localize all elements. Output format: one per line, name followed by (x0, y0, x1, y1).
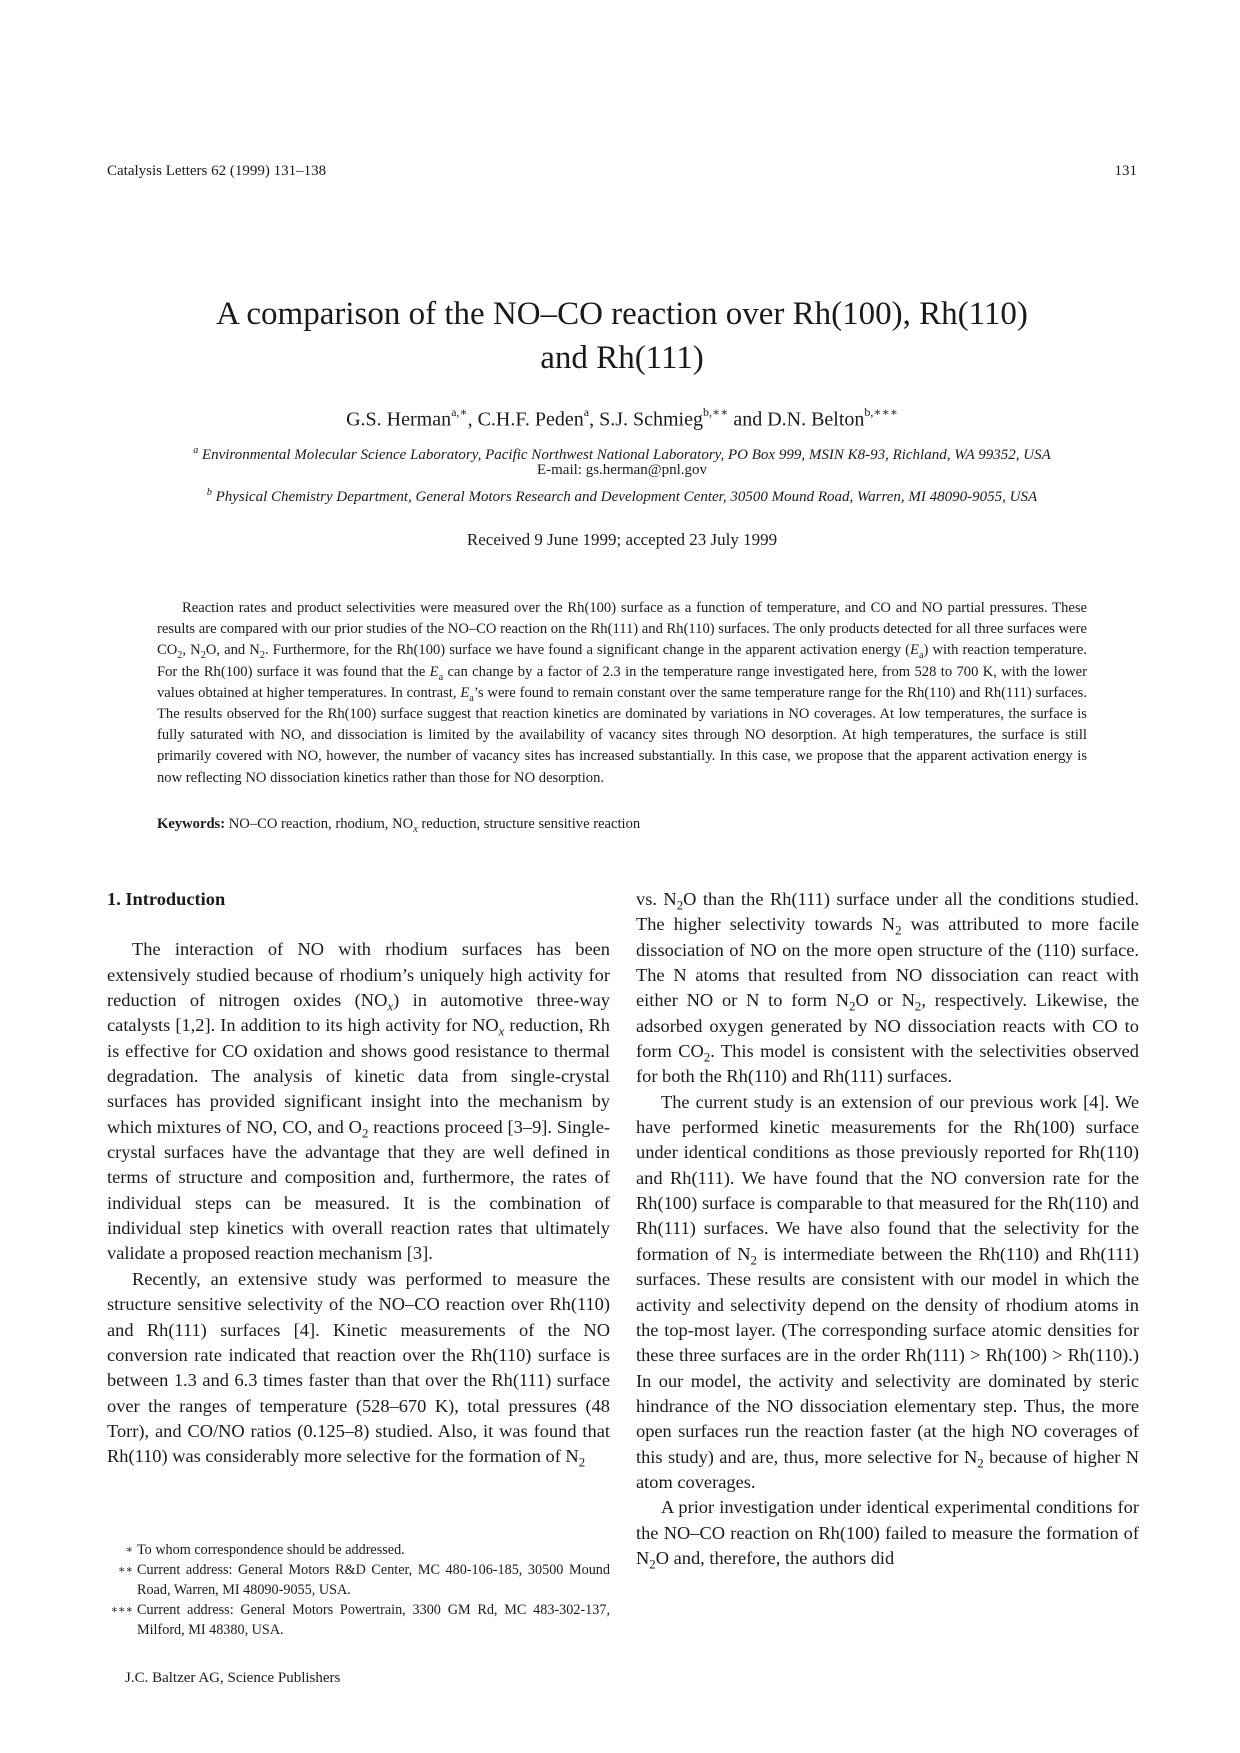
author-separator: , (589, 408, 600, 431)
paragraph: The current study is an extension of our previous work [4]. We have performed kinetic measurements for the Rh(100) surface under identical conditions as those previously reported for Rh(110) and Rh(111). We have found that the NO conversion rate for the Rh(100) surface is comparable to that measured for the Rh(110) and Rh(111) surfaces. We have also found that the selectivity for the formation of $N_2$ is intermediate between the Rh(110) and Rh(111) surfaces. These results are consistent with our model in which the activity and selectivity depend on the density of rhodium atoms in the top-most layer. (The corresponding surface atomic densities for these three surfaces are in the order Rh(111) > Rh(100) > Rh(110).) In our model, the activity and selectivity are dominated by steric hindrance of the NO dissociation elementary step. Thus, the more open surfaces run the reaction faster (at the high NO coverages of this study) and are, thus, more selective for $N_2$ because of higher N atom coverages. (636, 1091, 1140, 1492)
author-name: G.S. Herman (346, 408, 452, 431)
footnote: ∗∗ Current address: General Motors R&D Center, MC 480-106-185, 30500 Mound Road, Warren, MI 48090-9055, USA. (118, 1562, 610, 1598)
author-affil-mark: b,∗∗∗ (864, 405, 898, 419)
footnote: ∗ To whom correspondence should be addressed. (125, 1542, 405, 1558)
title-line-2: and Rh(111) (540, 340, 704, 376)
paragraph: The interaction of NO with rhodium surfaces has been extensively studied because of rhodium’s uniquely high activity for reduction of nitrogen oxides $(NO_x)$ in automotive three-way catalysts [1,2]. In addition to its high activity for $NO_x$ reduction, Rh is effective for CO oxidation and shows good resistance to thermal degradation. The analysis of kinetic data from single-crystal surfaces has provided significant insight into the mechanism by which mixtures of NO, CO, and $O_2$ reactions proceed [3–9]. Single-crystal surfaces have the advantage that they are well defined in terms of structure and composition and, furthermore, the rates of individual steps can be measured. It is the combination of individual step kinetics with overall reaction rates that ultimately validate a proposed reaction mechanism [3]. (107, 939, 610, 1264)
publisher-line: J.C. Baltzer AG, Science Publishers (125, 1670, 341, 1686)
footnotes (107, 1540, 610, 1640)
author-separator: and (728, 408, 768, 431)
running-head (107, 163, 1137, 180)
journal-citation: Catalysis Letters 62 (1999) 131–138 (107, 163, 327, 179)
abstract: Reaction rates and product selectivities were measured over the Rh(100) surface as a function of temperature, and CO and NO partial pressures. These results are compared with our prior studies of the NO–CO reaction on the Rh(111) and Rh(110) surfaces. The only products detected for all three surfaces were $CO_2$, $N_2O$, and $N_2$. Furthermore, for the Rh(100) surface we have found a significant change in the apparent activation energy $(E_a)$ with reaction temperature. For the Rh(100) surface it was found that the $E_a$ can change by a factor of 2.3 in the temperature range investigated here, from 528 to 700 K, with the lower values obtained at higher temperatures. In contrast, $E_a’s$ were found to remain constant over the same temperature range for the Rh(110) and Rh(111) surfaces. The results observed for the Rh(100) surface suggest that reaction kinetics are dominated by variations in NO coverages. At low temperatures, the surface is fully saturated with NO, and dissociation is limited by the availability of vacancy sites through NO desorption. At high temperatures, the surface is still primarily covered with NO, however, the number of vacancy sites has increased substantially. In this case, we propose that the apparent activation energy is now reflecting NO dissociation kinetics rather than those for NO desorption. (157, 600, 1087, 786)
author-name: D.N. Belton (767, 408, 865, 431)
affil-text: Physical Chemistry Department, General Motors Research and Development Center, 30500 Mound Road, Warren, MI 48090-9055, USA (215, 489, 1038, 505)
received-dates: Received 9 June 1999; accepted 23 July 1999 (466, 530, 778, 549)
paragraph: vs. $N_2O$ than the Rh(111) surface under all the conditions studied. The higher selectivity towards $N_2$ was attributed to more facile dissociation of NO on the more open structure of the (110) surface. The N atoms that resulted from NO dissociation can react with either NO or N to form $N_2O$ or $N_2$, respectively. Likewise, the adsorbed oxygen generated by NO dissociation reacts with CO to form $CO_2$. This model is consistent with the selectivities observed for both the Rh(110) and Rh(111) surfaces. (636, 889, 1139, 1087)
author-affil-mark: b,∗∗ (703, 405, 729, 419)
section-heading: 1. Introduction (107, 889, 226, 909)
affiliation-b (107, 482, 1137, 508)
email-line: E-mail: gs.herman@pnl.gov (536, 462, 708, 478)
paper-title (107, 292, 1137, 380)
affil-mark: b (206, 487, 212, 498)
page-number: 131 (1114, 163, 1137, 179)
right-column (636, 887, 1139, 1571)
footnote: ∗∗∗ Current address: General Motors Powertrain, 3300 GM Rd, MC 483-302-137, Milford, MI 48380, USA. (110, 1602, 610, 1638)
author-affil-mark: a (583, 405, 590, 419)
author-name: C.H.F. Peden (477, 408, 584, 431)
paragraph: Recently, an extensive study was performed to measure the structure sensitive selectivity of the NO–CO reaction over Rh(110) and Rh(111) surfaces [4]. Kinetic measurements of the NO conversion rate indicated that reaction over the Rh(110) surface is between 1.3 and 6.3 times faster than that over the Rh(111) surface over the ranges of temperature (528–670 K), total pressures (48 Torr), and CO/NO ratios (0.125–8) studied. Also, it was found that Rh(110) was considerably more selective for the formation of $N_2$ (107, 1268, 610, 1470)
author-affil-mark: a,∗ (451, 405, 468, 419)
keywords-label: Keywords: (157, 816, 226, 832)
author-separator: , (467, 408, 478, 431)
affil-text: Environmental Molecular Science Laboratory, Pacific Northwest National Laboratory, PO Box 999, MSIN K8-93, Richland, WA 99352, USA (201, 447, 1051, 463)
left-column (107, 887, 610, 1470)
keywords: Keywords: NO–CO reaction, rhodium, $NO_x$ reduction, structure sensitive reaction (157, 816, 641, 835)
author-list (107, 407, 1137, 432)
paragraph: A prior investigation under identical experimental conditions for the NO–CO reaction on Rh(100) failed to measure the formation of $N_2O$ and, therefore, the authors did (636, 1497, 1139, 1572)
affil-mark: a (193, 445, 199, 456)
title-line-1: A comparison of the NO–CO reaction over Rh(100), Rh(110) (216, 296, 1028, 332)
author-name: S.J. Schmieg (599, 408, 703, 431)
